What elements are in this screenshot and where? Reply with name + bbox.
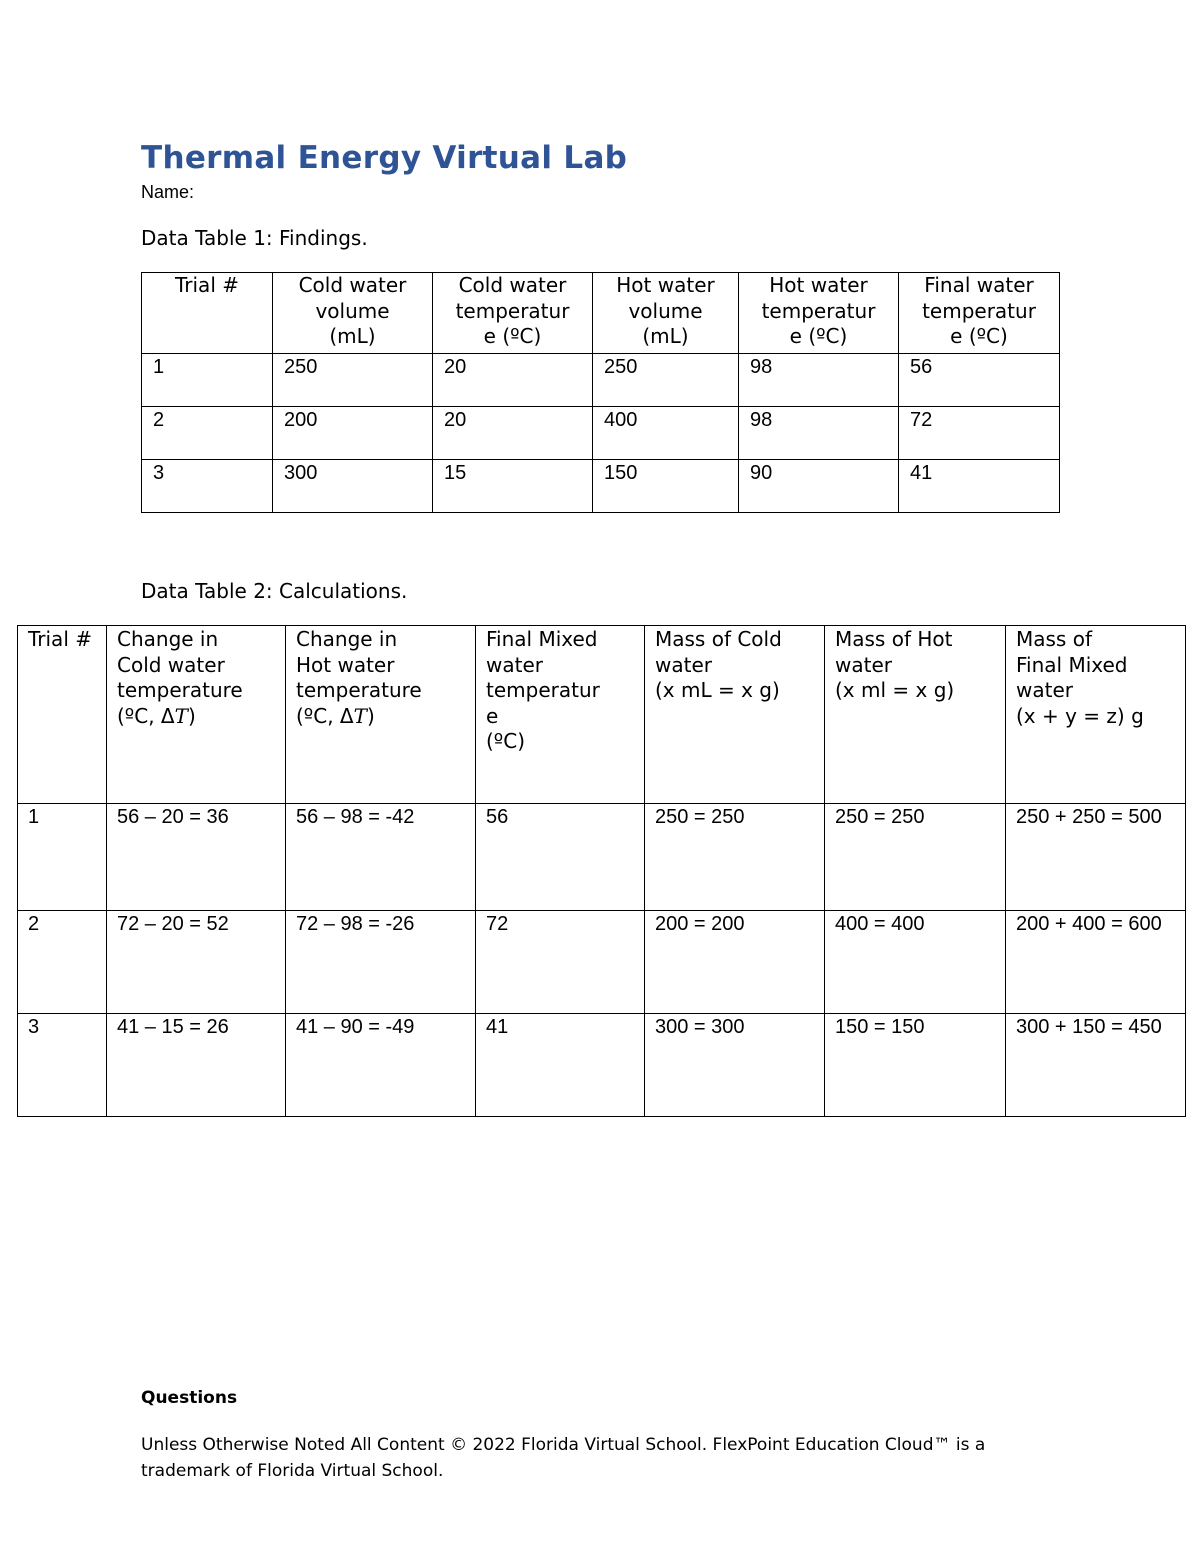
table-cell: 150 = 150	[825, 1014, 1006, 1117]
table-cell: 400	[593, 407, 739, 460]
table-cell: 41	[899, 460, 1060, 513]
table-cell: 1	[18, 804, 107, 911]
table-cell: 2	[142, 407, 273, 460]
table-row	[18, 911, 1186, 1014]
table-cell: 56	[899, 354, 1060, 407]
header-trial: Trial #	[142, 273, 273, 354]
table-cell: 2	[18, 911, 107, 1014]
table-header-row	[18, 626, 1186, 804]
header-hot-temp: Hot water temperatur e (ºC)	[739, 273, 899, 354]
findings-table	[141, 272, 1060, 513]
table-cell: 200 + 400 = 600	[1006, 911, 1186, 1014]
header-mass-hot: Mass of Hot water (x ml = x g)	[825, 626, 1006, 804]
table-cell: 41 – 15 = 26	[107, 1014, 286, 1117]
table-cell: 1	[142, 354, 273, 407]
table-cell: 300 = 300	[645, 1014, 825, 1117]
header-mass-final: Mass of Final Mixed water (x + y = z) g	[1006, 626, 1186, 804]
table-cell: 72	[476, 911, 645, 1014]
table-cell: 300	[273, 460, 433, 513]
questions-heading: Questions	[141, 1388, 238, 1408]
table-cell: 90	[739, 460, 899, 513]
table-cell: 250 = 250	[825, 804, 1006, 911]
table-cell: 400 = 400	[825, 911, 1006, 1014]
table-header-row	[142, 273, 1060, 354]
table-cell: 200	[273, 407, 433, 460]
table-cell: 41 – 90 = -49	[286, 1014, 476, 1117]
table-cell: 300 + 150 = 450	[1006, 1014, 1186, 1117]
table-cell: 72 – 20 = 52	[107, 911, 286, 1014]
table-cell: 20	[433, 354, 593, 407]
header-hot-change: Change in Hot water temperature (ºC, ΔT)	[286, 626, 476, 804]
header-final-mixed-temp: Final Mixed water temperatur e (ºC)	[476, 626, 645, 804]
table-row	[142, 460, 1060, 513]
table-cell: 250 + 250 = 500	[1006, 804, 1186, 911]
header-trial: Trial #	[18, 626, 107, 804]
table-cell: 72	[899, 407, 1060, 460]
header-mass-cold: Mass of Cold water (x mL = x g)	[645, 626, 825, 804]
table-cell: 56 – 20 = 36	[107, 804, 286, 911]
table-cell: 150	[593, 460, 739, 513]
table-cell: 250	[593, 354, 739, 407]
table-cell: 98	[739, 407, 899, 460]
table-cell: 98	[739, 354, 899, 407]
calculations-table-caption: Data Table 2: Calculations.	[141, 579, 408, 603]
table-cell: 20	[433, 407, 593, 460]
table-cell: 56 – 98 = -42	[286, 804, 476, 911]
findings-table-caption: Data Table 1: Findings.	[141, 226, 368, 250]
table-cell: 200 = 200	[645, 911, 825, 1014]
name-label: Name:	[141, 182, 195, 202]
table-cell: 41	[476, 1014, 645, 1117]
header-cold-temp: Cold water temperatur e (ºC)	[433, 273, 593, 354]
calculations-table	[17, 625, 1186, 1117]
table-cell: 250 = 250	[645, 804, 825, 911]
table-cell: 56	[476, 804, 645, 911]
page-title: Thermal Energy Virtual Lab	[141, 140, 628, 176]
header-final-temp: Final water temperatur e (ºC)	[899, 273, 1060, 354]
table-cell: 250	[273, 354, 433, 407]
table-cell: 3	[18, 1014, 107, 1117]
table-row	[18, 804, 1186, 911]
header-cold-change: Change in Cold water temperature (ºC, ΔT)	[107, 626, 286, 804]
table-cell: 72 – 98 = -26	[286, 911, 476, 1014]
table-row	[142, 407, 1060, 460]
copyright-footer: Unless Otherwise Noted All Content © 2022 Florida Virtual School. FlexPoint Education Cloud™ is a trademark of Florida Virtual School.	[141, 1435, 986, 1481]
header-hot-volume: Hot water volume (mL)	[593, 273, 739, 354]
header-cold-volume: Cold water volume (mL)	[273, 273, 433, 354]
table-cell: 15	[433, 460, 593, 513]
table-row	[142, 354, 1060, 407]
table-cell: 3	[142, 460, 273, 513]
table-row	[18, 1014, 1186, 1117]
